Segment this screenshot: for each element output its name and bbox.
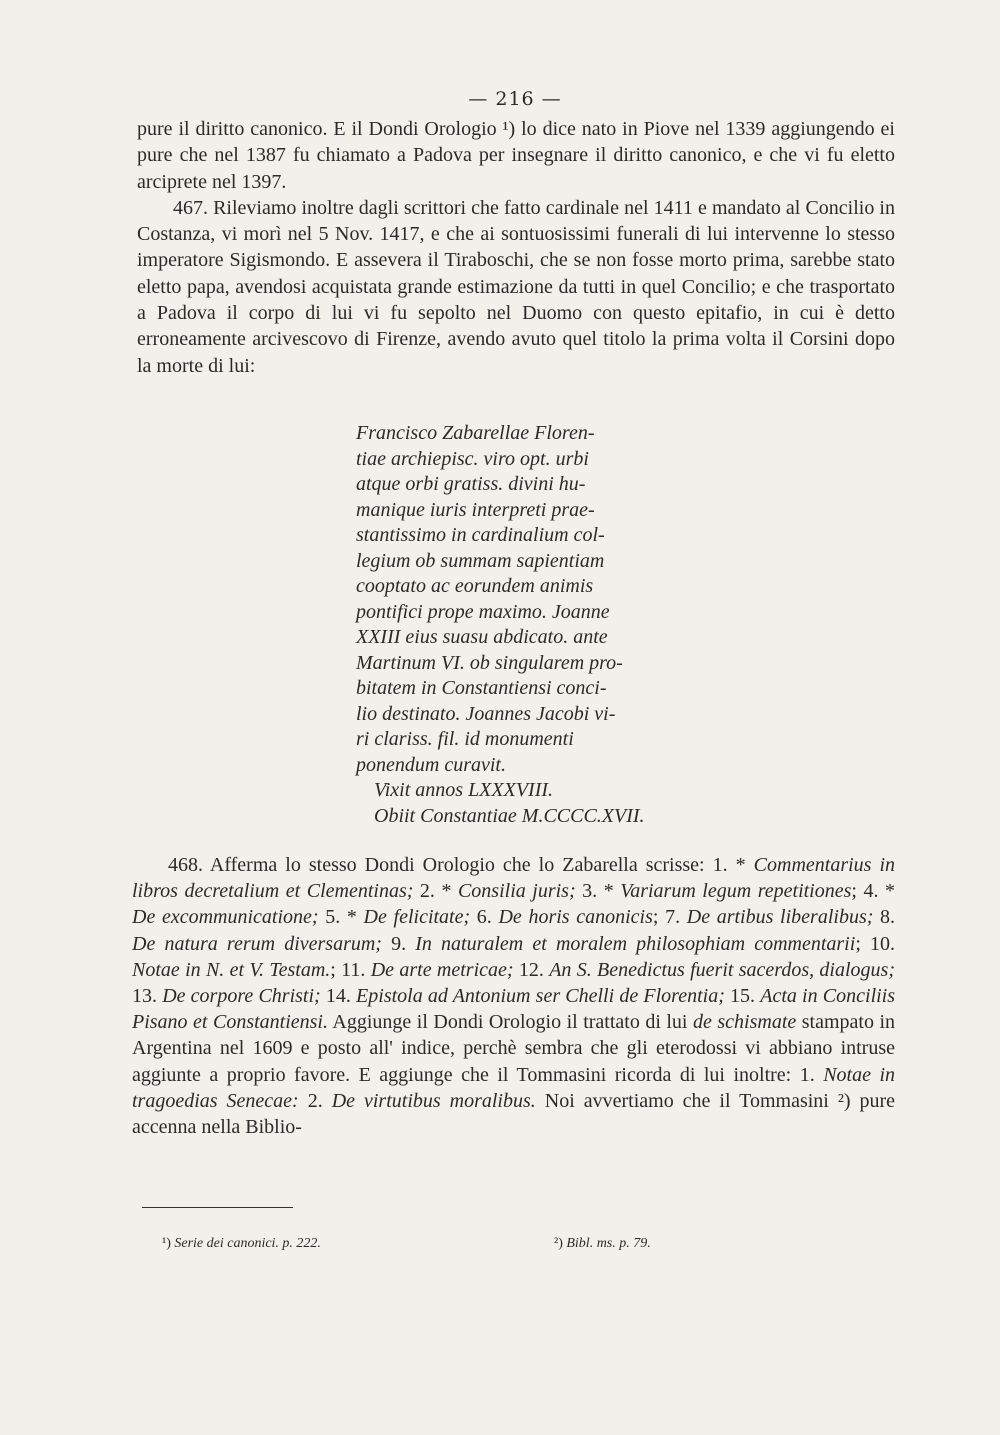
epitaph-line: ri clariss. fil. id monumenti xyxy=(356,728,574,750)
main-text xyxy=(137,116,895,379)
epitaph-line: Obiit Constantiae M.CCCC.XVII. xyxy=(374,804,645,827)
epitaph-line: cooptato ac eorundem animis xyxy=(356,575,594,597)
epitaph-line: Francisco Zabarellae Floren- xyxy=(356,422,595,444)
footnote-2-text: Bibl. ms. p. 79. xyxy=(566,1236,651,1251)
footnote-2 xyxy=(554,1236,651,1252)
epitaph-line: Vixit annos LXXXVIII. xyxy=(374,779,554,801)
epitaph-line: ponendum curavit. xyxy=(356,753,506,776)
epitaph-block xyxy=(356,421,645,829)
footnote-rule xyxy=(142,1207,293,1208)
epitaph-line: atque orbi gratiss. divini hu- xyxy=(356,473,586,495)
epitaph-line: legium ob summam sapientiam xyxy=(356,549,605,572)
paragraph-467: 467. Rileviamo inoltre dagli scrittori che fatto cardinale nel 1411 e mandato al Concilio in Costanza, vi morì nel 5 Nov. 1417, e che ai sontuosissimi funerali di lui intervenne lo stesso imperatore Sigismondo. E assevera il Tiraboschi, che se non fosse morto prima, sarebbe stato eletto papa, avendosi acquistata grande estimazione da tutti in quel Concilio; e che trasportato a Padova il corpo di lui vi fu sepolto nel Duomo con questo epitafio, in cui è detto erroneamente arcivescovo di Firenze, avendo avuto quel titolo la prima volta il Corsini dopo la morte di lui: xyxy=(137,196,895,377)
epitaph-line: Martinum VI. ob singularem pro- xyxy=(356,651,623,674)
epitaph-line: manique iuris interpreti prae- xyxy=(356,498,595,521)
footnote-1-text: Serie dei canonici. p. 222. xyxy=(174,1236,321,1251)
paragraph-continued: pure il diritto canonico. E il Dondi Orologio ¹) lo dice nato in Piove nel 1339 aggiungendo ei pure che nel 1387 fu chiamato a Padova per insegnare il diritto canonico, e che vi fu eletto arciprete nel 1397. xyxy=(137,118,895,193)
paragraph-468-block xyxy=(132,852,895,1140)
epitaph-line: lio destinato. Joannes Jacobi vi- xyxy=(356,702,616,725)
footnote-1 xyxy=(162,1236,321,1252)
footnote-2-mark: ²) xyxy=(554,1236,563,1251)
epitaph-line: stantissimo in cardinalium col- xyxy=(356,524,605,546)
footnote-1-mark: ¹) xyxy=(162,1236,171,1251)
epitaph-line: XXIII eius suasu abdicato. ante xyxy=(356,626,608,648)
epitaph-line: bitatem in Constantiensi conci- xyxy=(356,677,607,699)
epitaph-line: tiae archiepisc. viro opt. urbi xyxy=(356,447,589,470)
paragraph-468: 468. Afferma lo stesso Dondi Orologio che lo Zabarella scrisse: 1. * Commentarius in libros decretalium et Clementinas; 2. * Consilia juris; 3. * Variarum legum repetitiones; 4. * De excommunicatione; 5. * De felicitate; 6. De horis canonicis; 7. De artibus liberalibus; 8. De natura rerum diversarum; 9. In naturalem et moralem philosophiam commentarii; 10. Notae in N. et V. Testam.; 11. De arte metricae; 12. An S. Benedictus fuerit sacerdos, dialogus; 13. De corpore Christi; 14. Epistola ad Antonium ser Chelli de Florentia; 15. Acta in Conciliis Pisano et Constantiensi. Aggiunge il Dondi Orologio il trattato di lui de schismate stampato in Argentina nel 1609 e posto all' indice, perchè sembra che gli eterodossi vi abbiano intruse aggiunte a proprio favore. E aggiunge che il Tommasini ricorda di lui inoltre: 1. Notae in tragoedias Senecae: 2. De virtutibus moralibus. Noi avvertiamo che il Tommasini ²) pure accenna nella Biblio- xyxy=(132,854,896,1139)
page-number: — 216 — xyxy=(468,88,562,110)
epitaph-line: pontifici prope maximo. Joanne xyxy=(356,600,610,623)
